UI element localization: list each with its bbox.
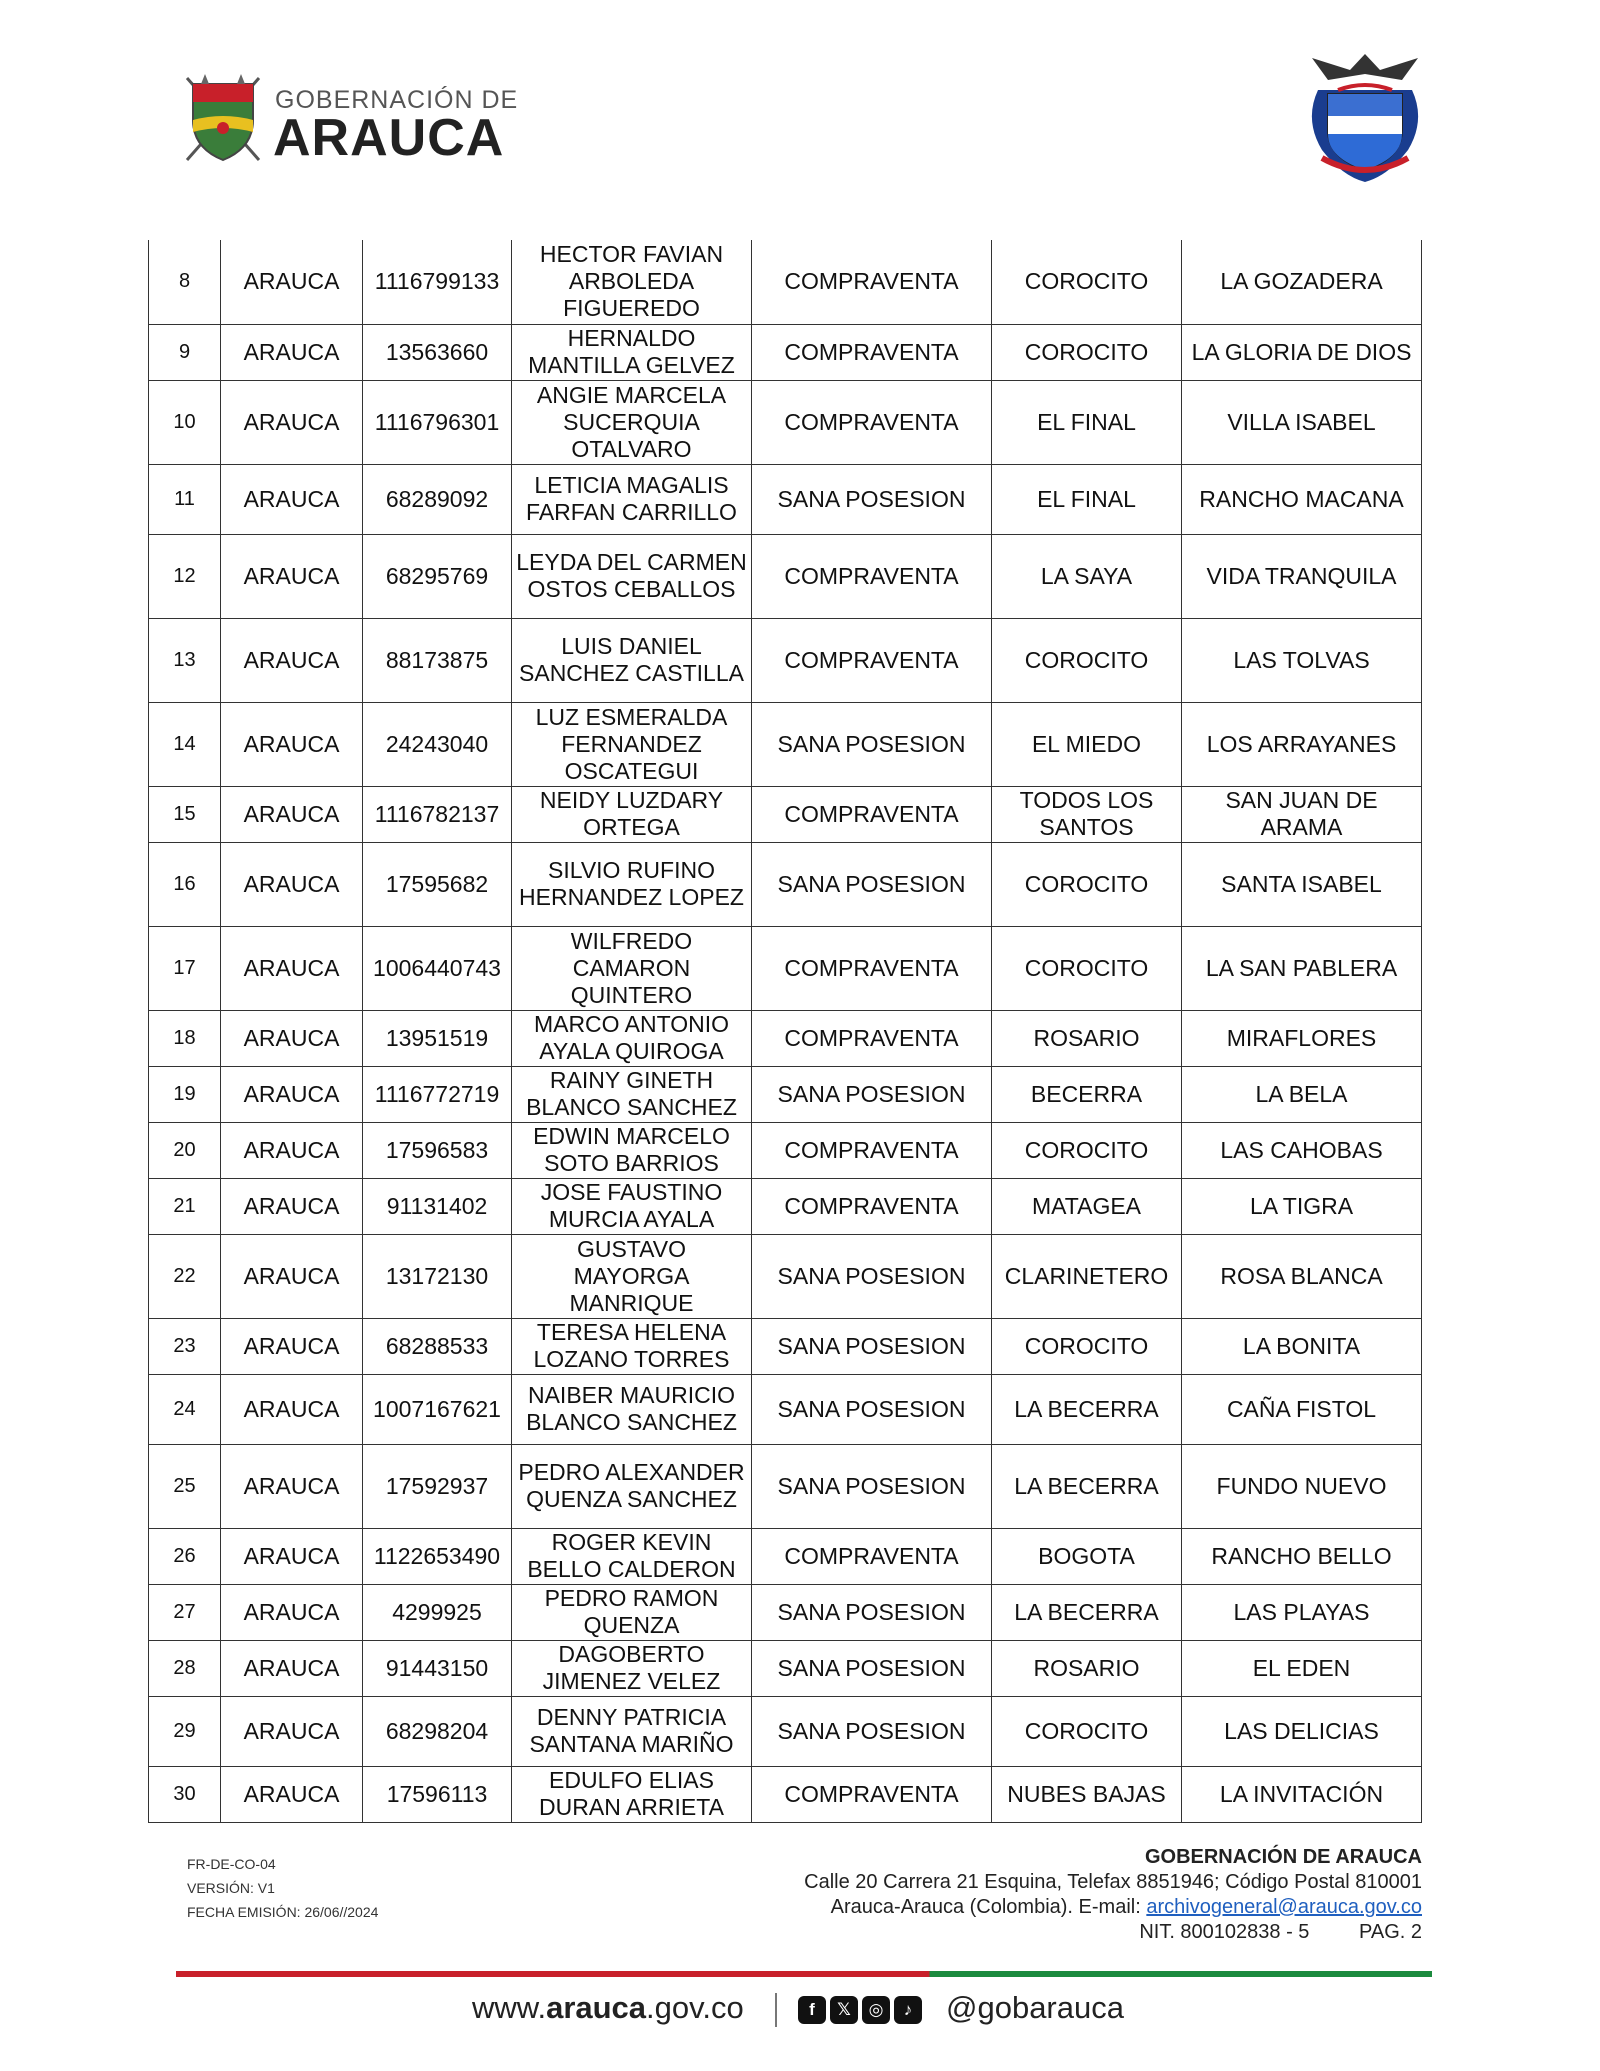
vereda-cell: COROCITO [992,842,1182,926]
predio-cell: RANCHO BELLO [1182,1528,1422,1584]
nombre-cell: HERNALDO MANTILLA GELVEZ [512,324,752,380]
predio-cell: EL EDEN [1182,1640,1422,1696]
cedula-cell: 1116799133 [363,240,512,324]
row-number: 15 [149,786,221,842]
table-row [149,1584,1422,1640]
tipo-cell: COMPRAVENTA [752,534,992,618]
colombia-coat-of-arms-icon [1298,50,1432,186]
tipo-cell: SANA POSESION [752,1318,992,1374]
nombre-cell: ANGIE MARCELA SUCERQUIA OTALVARO [512,380,752,464]
table-row [149,1766,1422,1822]
social-handle[interactable]: @gobarauca [946,1990,1124,2025]
tipo-cell: COMPRAVENTA [752,324,992,380]
municipio-cell: ARAUCA [221,240,363,324]
nit-number: NIT. 800102838 - 5 [1139,1921,1310,1943]
nombre-cell: LEYDA DEL CARMEN OSTOS CEBALLOS [512,534,752,618]
vereda-cell: COROCITO [992,1122,1182,1178]
tipo-cell: SANA POSESION [752,1696,992,1766]
predio-cell: LA BELA [1182,1066,1422,1122]
nombre-cell: DAGOBERTO JIMENEZ VELEZ [512,1640,752,1696]
row-number: 23 [149,1318,221,1374]
vereda-cell: BOGOTA [992,1528,1182,1584]
tipo-cell: SANA POSESION [752,1584,992,1640]
nombre-cell: SILVIO RUFINO HERNANDEZ LOPEZ [512,842,752,926]
row-number: 30 [149,1766,221,1822]
cedula-cell: 91131402 [363,1178,512,1234]
predio-cell: LOS ARRAYANES [1182,702,1422,786]
table-row [149,926,1422,1010]
nombre-cell: GUSTAVO MAYORGA MANRIQUE [512,1234,752,1318]
table-row [149,1178,1422,1234]
nombre-cell: PEDRO RAMON QUENZA [512,1584,752,1640]
vereda-cell: CLARINETERO [992,1234,1182,1318]
document-code: FR-DE-CO-04 [187,1856,276,1872]
row-number: 14 [149,702,221,786]
predio-cell: VILLA ISABEL [1182,380,1422,464]
vereda-cell: COROCITO [992,240,1182,324]
municipio-cell: ARAUCA [221,534,363,618]
tipo-cell: COMPRAVENTA [752,1010,992,1066]
row-number: 29 [149,1696,221,1766]
predio-cell: LAS CAHOBAS [1182,1122,1422,1178]
document-issue-date: FECHA EMISIÓN: 26/06//2024 [187,1904,379,1920]
cedula-cell: 17592937 [363,1444,512,1528]
footer-separator [775,1993,777,2027]
table-row [149,702,1422,786]
vereda-cell: MATAGEA [992,1178,1182,1234]
document-control [187,1852,378,1924]
vereda-cell: TODOS LOS SANTOS [992,786,1182,842]
table-row [149,1528,1422,1584]
records-table [148,240,1422,1823]
cedula-cell: 17596583 [363,1122,512,1178]
cedula-cell: 17596113 [363,1766,512,1822]
vereda-cell: COROCITO [992,1696,1182,1766]
row-number: 18 [149,1010,221,1066]
tipo-cell: COMPRAVENTA [752,380,992,464]
municipio-cell: ARAUCA [221,786,363,842]
vereda-cell: EL FINAL [992,464,1182,534]
vereda-cell: COROCITO [992,618,1182,702]
predio-cell: SAN JUAN DE ARAMA [1182,786,1422,842]
nombre-cell: EDULFO ELIAS DURAN ARRIETA [512,1766,752,1822]
x-icon[interactable]: 𝕏 [830,1996,858,2024]
vereda-cell: BECERRA [992,1066,1182,1122]
footer-address: Calle 20 Carrera 21 Esquina, Telefax 8851946; Código Postal 810001 [804,1871,1422,1893]
tipo-cell: SANA POSESION [752,842,992,926]
municipio-cell: ARAUCA [221,1640,363,1696]
municipio-cell: ARAUCA [221,842,363,926]
table-row [149,842,1422,926]
municipio-cell: ARAUCA [221,1444,363,1528]
vereda-cell: ROSARIO [992,1010,1182,1066]
nombre-cell: LUZ ESMERALDA FERNANDEZ OSCATEGUI [512,702,752,786]
cedula-cell: 88173875 [363,618,512,702]
row-number: 10 [149,380,221,464]
website-link[interactable]: www.arauca.gov.co [472,1990,744,2025]
nombre-cell: LUIS DANIEL SANCHEZ CASTILLA [512,618,752,702]
tiktok-icon[interactable]: ♪ [894,1996,922,2024]
predio-cell: SANTA ISABEL [1182,842,1422,926]
nombre-cell: EDWIN MARCELO SOTO BARRIOS [512,1122,752,1178]
row-number: 19 [149,1066,221,1122]
tipo-cell: SANA POSESION [752,1234,992,1318]
nombre-cell: TERESA HELENA LOZANO TORRES [512,1318,752,1374]
predio-cell: VIDA TRANQUILA [1182,534,1422,618]
municipio-cell: ARAUCA [221,702,363,786]
page-number: PAG. 2 [1359,1921,1422,1943]
records-table-body [149,240,1422,1822]
table-row [149,464,1422,534]
predio-cell: LA BONITA [1182,1318,1422,1374]
table-row [149,1374,1422,1444]
municipio-cell: ARAUCA [221,1066,363,1122]
tipo-cell: SANA POSESION [752,1374,992,1444]
nombre-cell: JOSE FAUSTINO MURCIA AYALA [512,1178,752,1234]
municipio-cell: ARAUCA [221,1010,363,1066]
table-row [149,1066,1422,1122]
cedula-cell: 1116782137 [363,786,512,842]
tipo-cell: SANA POSESION [752,464,992,534]
cedula-cell: 17595682 [363,842,512,926]
municipio-cell: ARAUCA [221,1528,363,1584]
municipio-cell: ARAUCA [221,1178,363,1234]
nombre-cell: PEDRO ALEXANDER QUENZA SANCHEZ [512,1444,752,1528]
cedula-cell: 68289092 [363,464,512,534]
table-row [149,1122,1422,1178]
nombre-cell: DENNY PATRICIA SANTANA MARIÑO [512,1696,752,1766]
predio-cell: LA GLORIA DE DIOS [1182,324,1422,380]
row-number: 16 [149,842,221,926]
tipo-cell: SANA POSESION [752,1444,992,1528]
social-icons [798,1996,922,2024]
vereda-cell: COROCITO [992,926,1182,1010]
municipio-cell: ARAUCA [221,1234,363,1318]
vereda-cell: EL MIEDO [992,702,1182,786]
municipio-cell: ARAUCA [221,464,363,534]
cedula-cell: 1116772719 [363,1066,512,1122]
nombre-cell: MARCO ANTONIO AYALA QUIROGA [512,1010,752,1066]
tipo-cell: COMPRAVENTA [752,240,992,324]
cedula-cell: 4299925 [363,1584,512,1640]
predio-cell: LAS PLAYAS [1182,1584,1422,1640]
vereda-cell: NUBES BAJAS [992,1766,1182,1822]
predio-cell: CAÑA FISTOL [1182,1374,1422,1444]
table-row [149,1010,1422,1066]
municipio-cell: ARAUCA [221,1766,363,1822]
footer-city-label: Arauca-Arauca (Colombia). E-mail: [830,1896,1141,1918]
tipo-cell: COMPRAVENTA [752,618,992,702]
cedula-cell: 68295769 [363,534,512,618]
predio-cell: LAS DELICIAS [1182,1696,1422,1766]
footer-org-name: GOBERNACIÓN DE ARAUCA [1144,1846,1422,1868]
org-name-line2: ARAUCA [273,109,505,167]
tipo-cell: SANA POSESION [752,1640,992,1696]
table-row [149,1318,1422,1374]
vereda-cell: LA BECERRA [992,1374,1182,1444]
table-row [149,324,1422,380]
contact-block [804,1845,1422,1945]
tipo-cell: COMPRAVENTA [752,926,992,1010]
municipio-cell: ARAUCA [221,1374,363,1444]
municipio-cell: ARAUCA [221,380,363,464]
cedula-cell: 91443150 [363,1640,512,1696]
municipio-cell: ARAUCA [221,1122,363,1178]
row-number: 13 [149,618,221,702]
vereda-cell: LA BECERRA [992,1584,1182,1640]
cedula-cell: 24243040 [363,702,512,786]
nombre-cell: LETICIA MAGALIS FARFAN CARRILLO [512,464,752,534]
table-row [149,1234,1422,1318]
document-version: VERSIÓN: V1 [187,1880,275,1896]
table-row [149,786,1422,842]
predio-cell: LAS TOLVAS [1182,618,1422,702]
vereda-cell: EL FINAL [992,380,1182,464]
row-number: 11 [149,464,221,534]
vereda-cell: COROCITO [992,324,1182,380]
tipo-cell: COMPRAVENTA [752,1766,992,1822]
row-number: 20 [149,1122,221,1178]
predio-cell: MIRAFLORES [1182,1010,1422,1066]
cedula-cell: 68288533 [363,1318,512,1374]
cedula-cell: 13951519 [363,1010,512,1066]
nombre-cell: RAINY GINETH BLANCO SANCHEZ [512,1066,752,1122]
footer-color-bar [176,1971,1432,1977]
vereda-cell: ROSARIO [992,1640,1182,1696]
predio-cell: LA TIGRA [1182,1178,1422,1234]
email-link[interactable]: archivogeneral@arauca.gov.co [1146,1896,1422,1918]
table-row [149,618,1422,702]
predio-cell: FUNDO NUEVO [1182,1444,1422,1528]
predio-cell: RANCHO MACANA [1182,464,1422,534]
tipo-cell: COMPRAVENTA [752,1528,992,1584]
municipio-cell: ARAUCA [221,926,363,1010]
cedula-cell: 1006440743 [363,926,512,1010]
nit-page-row [804,1920,1422,1945]
facebook-icon[interactable]: f [798,1996,826,2024]
municipio-cell: ARAUCA [221,618,363,702]
row-number: 28 [149,1640,221,1696]
cedula-cell: 1122653490 [363,1528,512,1584]
nombre-cell: WILFREDO CAMARON QUINTERO [512,926,752,1010]
table-row [149,240,1422,324]
vereda-cell: COROCITO [992,1318,1182,1374]
tipo-cell: COMPRAVENTA [752,1122,992,1178]
cedula-cell: 68298204 [363,1696,512,1766]
nombre-cell: HECTOR FAVIAN ARBOLEDA FIGUEREDO [512,240,752,324]
row-number: 22 [149,1234,221,1318]
table-row [149,1640,1422,1696]
row-number: 25 [149,1444,221,1528]
nombre-cell: ROGER KEVIN BELLO CALDERON [512,1528,752,1584]
table-row [149,380,1422,464]
footer-city-email [804,1895,1422,1920]
row-number: 21 [149,1178,221,1234]
vereda-cell: LA SAYA [992,534,1182,618]
row-number: 26 [149,1528,221,1584]
nombre-cell: NAIBER MAURICIO BLANCO SANCHEZ [512,1374,752,1444]
tipo-cell: SANA POSESION [752,1066,992,1122]
cedula-cell: 1116796301 [363,380,512,464]
predio-cell: LA SAN PABLERA [1182,926,1422,1010]
arauca-shield-icon [183,72,263,164]
cedula-cell: 1007167621 [363,1374,512,1444]
municipio-cell: ARAUCA [221,324,363,380]
predio-cell: ROSA BLANCA [1182,1234,1422,1318]
municipio-cell: ARAUCA [221,1696,363,1766]
tipo-cell: SANA POSESION [752,702,992,786]
cedula-cell: 13172130 [363,1234,512,1318]
table-row [149,1444,1422,1528]
predio-cell: LA GOZADERA [1182,240,1422,324]
row-number: 24 [149,1374,221,1444]
table-row [149,534,1422,618]
gobernacion-logo [183,70,519,170]
org-name-line1: GOBERNACIÓN DE [275,86,519,114]
nombre-cell: NEIDY LUZDARY ORTEGA [512,786,752,842]
row-number: 27 [149,1584,221,1640]
table-row [149,1696,1422,1766]
municipio-cell: ARAUCA [221,1584,363,1640]
cedula-cell: 13563660 [363,324,512,380]
row-number: 8 [149,240,221,324]
row-number: 12 [149,534,221,618]
predio-cell: LA INVITACIÓN [1182,1766,1422,1822]
row-number: 9 [149,324,221,380]
tipo-cell: COMPRAVENTA [752,786,992,842]
municipio-cell: ARAUCA [221,1318,363,1374]
tipo-cell: COMPRAVENTA [752,1178,992,1234]
vereda-cell: LA BECERRA [992,1444,1182,1528]
row-number: 17 [149,926,221,1010]
instagram-icon[interactable]: ◎ [862,1996,890,2024]
